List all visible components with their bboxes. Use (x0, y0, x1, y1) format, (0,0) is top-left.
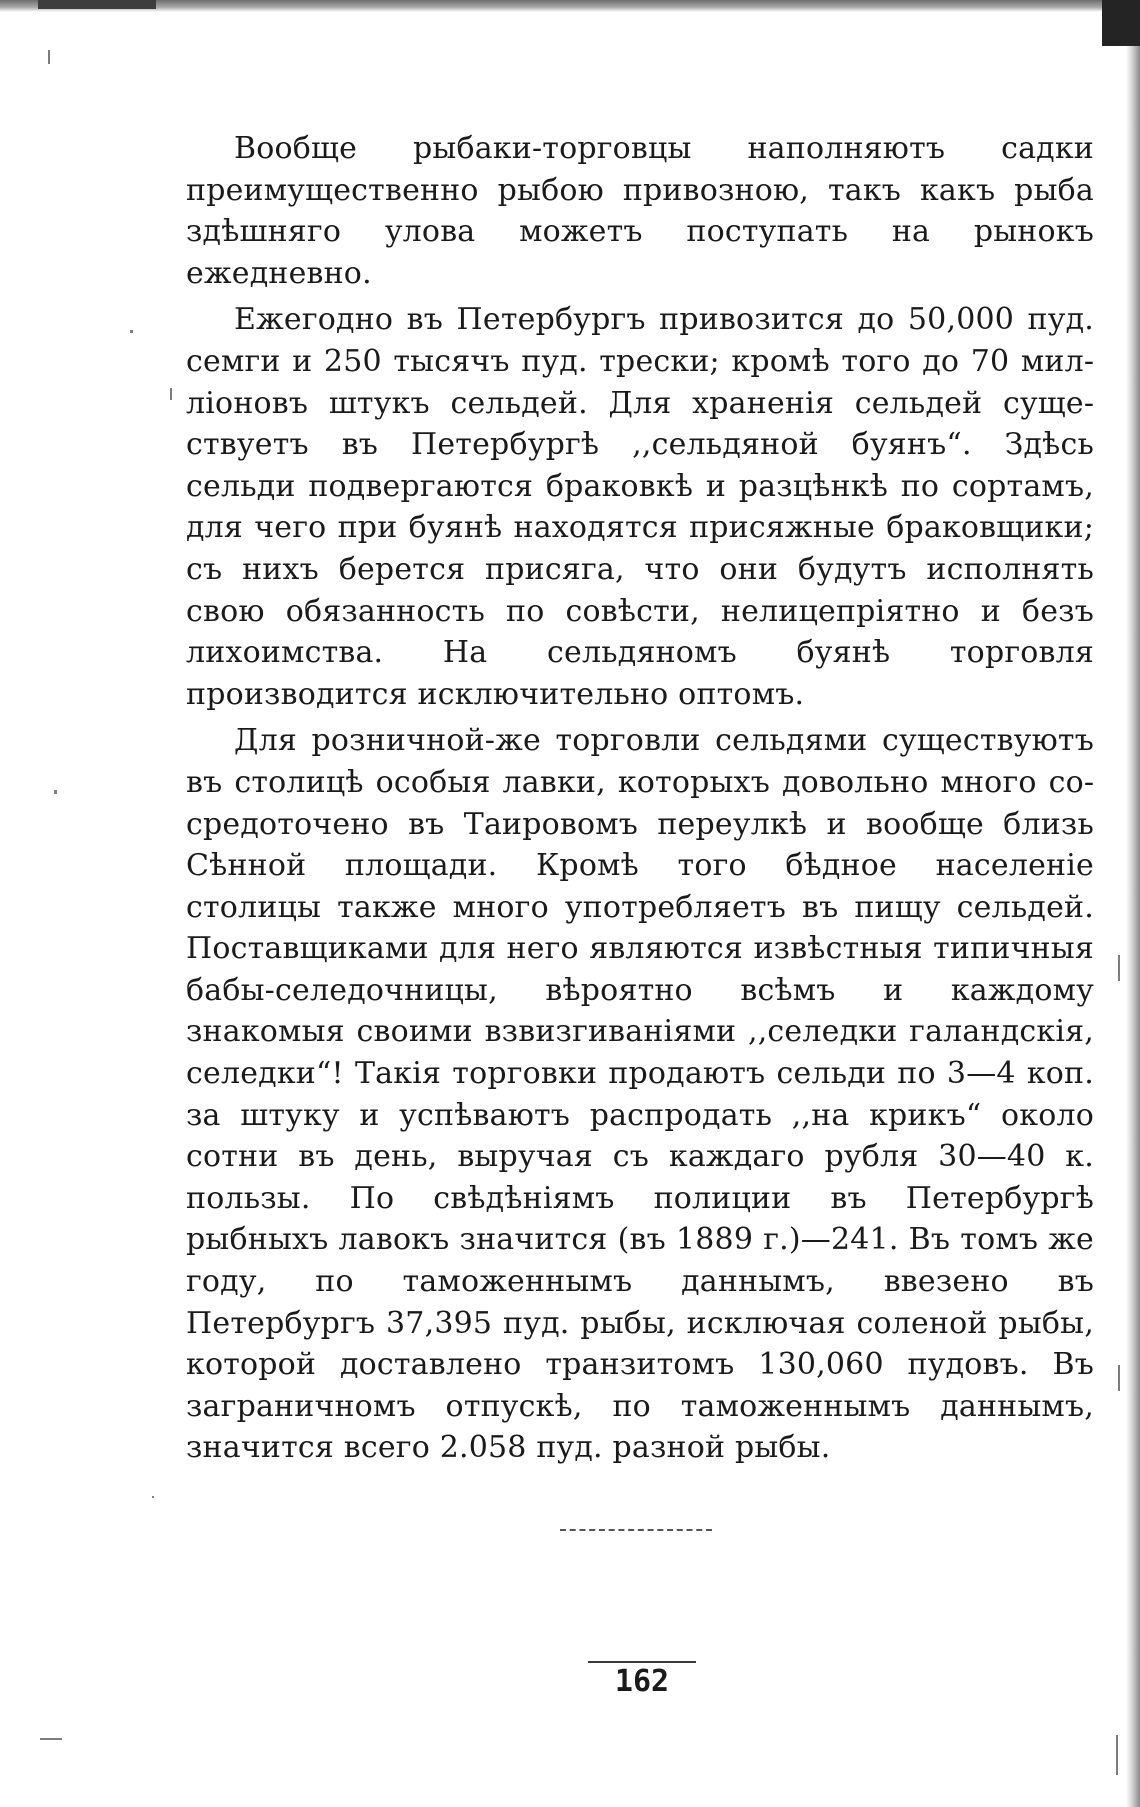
scan-speck (1118, 1365, 1120, 1391)
page-number: 162 (614, 1664, 670, 1699)
scan-corner-mark (1102, 0, 1140, 46)
scan-top-border (0, 0, 1140, 12)
scan-speck (1118, 955, 1120, 981)
scan-speck (130, 330, 133, 333)
scan-speck (152, 1496, 154, 1498)
scan-speck (170, 388, 172, 400)
scan-speck (54, 790, 57, 794)
scan-speck (48, 50, 50, 64)
body-text (186, 128, 1094, 1469)
scan-speck (40, 1738, 62, 1740)
paragraph: Вообще рыбаки-торговцы наполняютъ садки преимущественно рыбою привозною, такъ какъ рыба здѣшняго улова можетъ поступать на рынокъ ежедневно. (186, 131, 1094, 291)
paragraph: Ежегодно въ Петербургъ привозится до 50,000 пуд. семги и 250 тысячъ пуд. трески; кромѣ того до 70 милліоновъ штукъ сельдей. Для храненія сельдей существуетъ въ Петербургѣ ,,сельдяной буянъ“. Здѣсь сельди подвергаются браковкѣ и разцѣнкѣ по сортамъ, для чего при буянѣ находятся присяжные браковщики; съ нихъ берется присяга, что они будутъ исполнять свою обязанность по совѣсти, нелицепріятно и безъ лихоимства. На сельдяномъ буянѣ торговля производится исключительно оптомъ. (186, 302, 1094, 712)
scan-top-mark (38, 0, 156, 9)
scan-right-edge (1126, 0, 1140, 1807)
scan-speck (1116, 1735, 1118, 1775)
paragraph: Для розничной-же торговли сельдями существуютъ въ столицѣ особыя лавки, которыхъ довольно много сосредоточено въ Таировомъ переулкѣ и вообще близь Сѣнной площади. Кромѣ того бѣдное населеніе столицы также много употребляетъ въ пищу сельдей. Поставщиками для него являются извѣстныя типичныя бабы-селедочницы, вѣроятно всѣмъ и каждому знакомыя своими взвизгиваніями ,,селедки галандскія, селедки“! Такія торговки продаютъ сельди по 3—4 коп. за штуку и успѣваютъ распродать ,,на крикъ“ около сотни въ день, выручая съ каждаго рубля 30—40 к. пользы. По свѣдѣніямъ полиции въ Петербургѣ рыбныхъ лавокъ значится (въ 1889 г.)—241. Въ томъ же году, по таможеннымъ даннымъ, ввезено въ Петербургъ 37,395 пуд. рыбы, исключая соленой рыбы, которой доставлено транзитомъ 130,060 пудовъ. Въ заграничномъ отпускѣ, по таможеннымъ даннымъ, значится всего 2.058 пуд. разной рыбы. (186, 723, 1094, 1466)
section-end-rule (560, 1529, 712, 1531)
